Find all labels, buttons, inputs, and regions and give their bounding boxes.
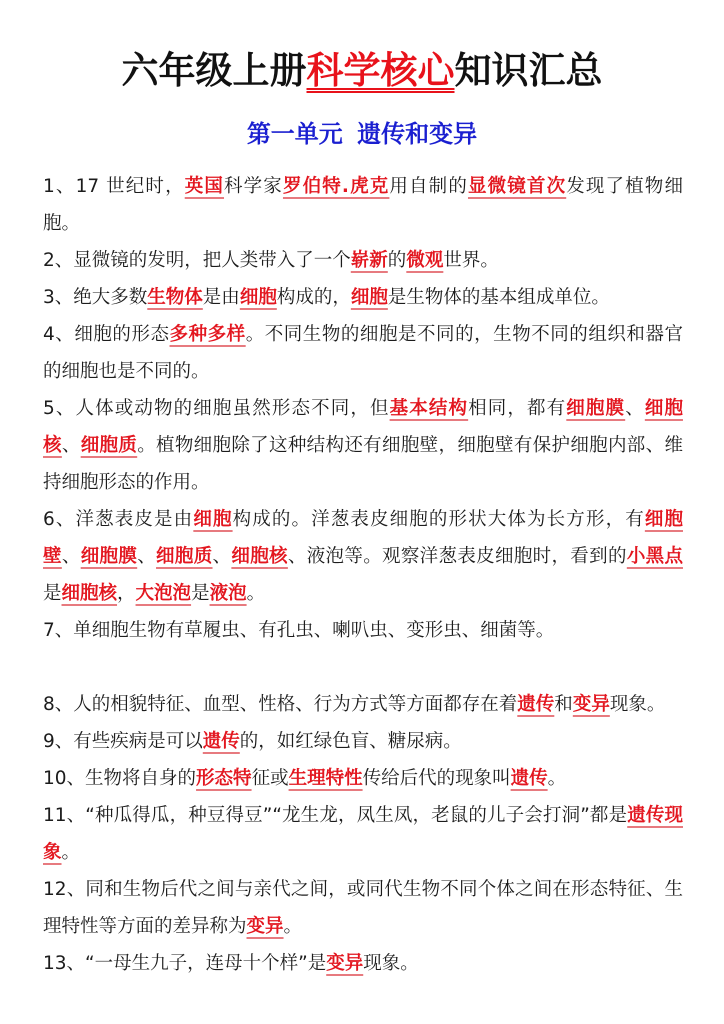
item-text: 11、“种瓜得瓜，种豆得豆”“龙生龙，凤生凤，老鼠的儿子会打洞”都是 [43,805,628,826]
keyword-highlight: 细胞质 [156,546,213,567]
keyword-highlight: 细胞 [193,509,233,530]
item-text: 12、同和生物后代之间与亲代之间，或同代生物不同个体之间在形态特征、生理特性等方面的差异称为 [43,879,683,937]
item-text: 、液泡等。观察洋葱表皮细胞时，看到的 [287,546,627,567]
knowledge-item-8 [43,686,683,723]
keyword-highlight: 罗伯特.虎克 [282,176,390,197]
item-text: 科学家 [224,176,283,197]
item-text: 现象。 [363,953,419,974]
keyword-highlight: 细胞膜 [80,546,138,567]
knowledge-item-3 [43,279,683,316]
knowledge-item-4 [43,316,683,390]
page-title [0,46,724,96]
title-highlight: 科学核心 [306,49,455,92]
keyword-highlight: 生理特性 [288,768,363,789]
item-text: 发现了植物细胞。 [43,176,683,234]
item-text: 8、人的相貌特征、血型、性格、行为方式等方面都存在着 [43,694,518,715]
item-text: 的 [387,250,407,271]
keyword-highlight: 遗传 [202,731,240,752]
item-text: 6、洋葱表皮是由 [43,509,194,530]
keyword-highlight: 细胞质 [80,435,138,456]
keyword-highlight: 变异 [246,916,284,937]
item-text: 9、有些疾病是可以 [43,731,203,752]
item-text: 的，如红绿色盲、糖尿病。 [239,731,462,752]
keyword-highlight: 显微镜首次 [467,176,567,197]
item-text: 。不同生物的细胞是不同的，生物不同的组织和器官的细胞也是不同的。 [43,324,683,382]
item-text: 3、绝大多数 [43,287,148,308]
item-text: 。 [547,768,567,789]
knowledge-item-9 [43,723,683,760]
knowledge-list [43,168,683,982]
item-text: 。 [61,842,81,863]
keyword-highlight: 形态特 [196,768,252,789]
item-text: 、 [212,546,232,567]
item-text: 7、单细胞生物有草履虫、有孔虫、喇叭虫、变形虫、细菌等。 [43,620,555,641]
item-text: 传给后代的现象叫 [362,768,511,789]
item-text: 构成的。洋葱表皮细胞的形状大体为长方形，有 [232,509,645,530]
item-text: 2、显微镜的发明，把人类带入了一个 [43,250,351,271]
keyword-highlight: 变异 [572,694,610,715]
keyword-highlight: 崭新 [350,250,388,271]
keyword-highlight: 细胞膜 [566,398,626,419]
item-text: 和 [554,694,573,715]
knowledge-item-6 [43,501,683,612]
keyword-highlight: 微观 [406,250,444,271]
title-suffix: 知识汇总 [454,49,603,92]
knowledge-item-10 [43,760,683,797]
knowledge-item-1 [43,168,683,242]
keyword-highlight: 细胞核 [43,398,683,456]
item-text: 、 [61,546,81,567]
keyword-highlight: 遗传现象 [43,805,683,863]
keyword-highlight: 基本结构 [389,398,469,419]
item-text: 用自制的 [389,176,468,197]
item-text: 是 [43,583,62,604]
keyword-highlight: 大泡泡 [135,583,192,604]
knowledge-item-11 [43,797,683,871]
item-text: 是由 [202,287,240,308]
item-text: 、 [625,398,645,419]
item-text: 5、人体或动物的细胞虽然形态不同，但 [43,398,390,419]
knowledge-item-5 [43,390,683,501]
keyword-highlight: 遗传 [517,694,555,715]
item-text: 是 [191,583,210,604]
keyword-highlight: 生物体 [147,287,203,308]
knowledge-item-13 [43,945,683,982]
item-text: ， [117,583,136,604]
item-text: 、 [137,546,157,567]
item-text: 10、生物将自身的 [43,768,197,789]
keyword-highlight: 液泡 [209,583,247,604]
title-prefix: 六年级上册 [121,49,307,92]
keyword-highlight: 细胞核 [61,583,118,604]
keyword-highlight: 多种多样 [169,324,246,345]
keyword-highlight: 细胞壁 [43,509,683,567]
item-text: 现象。 [609,694,666,715]
keyword-highlight: 变异 [326,953,364,974]
keyword-highlight: 遗传 [510,768,548,789]
item-text: 相同，都有 [468,398,567,419]
item-text: 1、17 世纪时， [43,176,185,197]
item-text: 、 [61,435,81,456]
item-text: 。 [246,583,266,604]
item-text: 。 [283,916,303,937]
knowledge-item-2 [43,242,683,279]
unit-subtitle: 第一单元 遗传和变异 [246,120,478,148]
item-text: 4、细胞的形态 [43,324,170,345]
keyword-highlight: 细胞核 [231,546,288,567]
keyword-highlight: 小黑点 [626,546,683,567]
keyword-highlight: 细胞 [350,287,388,308]
knowledge-item-12 [43,871,683,945]
item-text: 。植物细胞除了这种结构还有细胞壁，细胞壁有保护细胞内部、维持细胞形态的作用。 [43,435,683,493]
item-text: 征或 [251,768,289,789]
item-text: 构成的， [276,287,351,308]
keyword-highlight: 细胞 [239,287,277,308]
item-text: 13、“一母生九子，连母十个样”是 [43,953,327,974]
knowledge-item-7 [43,612,683,649]
item-text: 世界。 [443,250,499,271]
keyword-highlight: 英国 [184,176,225,197]
item-text: 是生物体的基本组成单位。 [387,287,610,308]
